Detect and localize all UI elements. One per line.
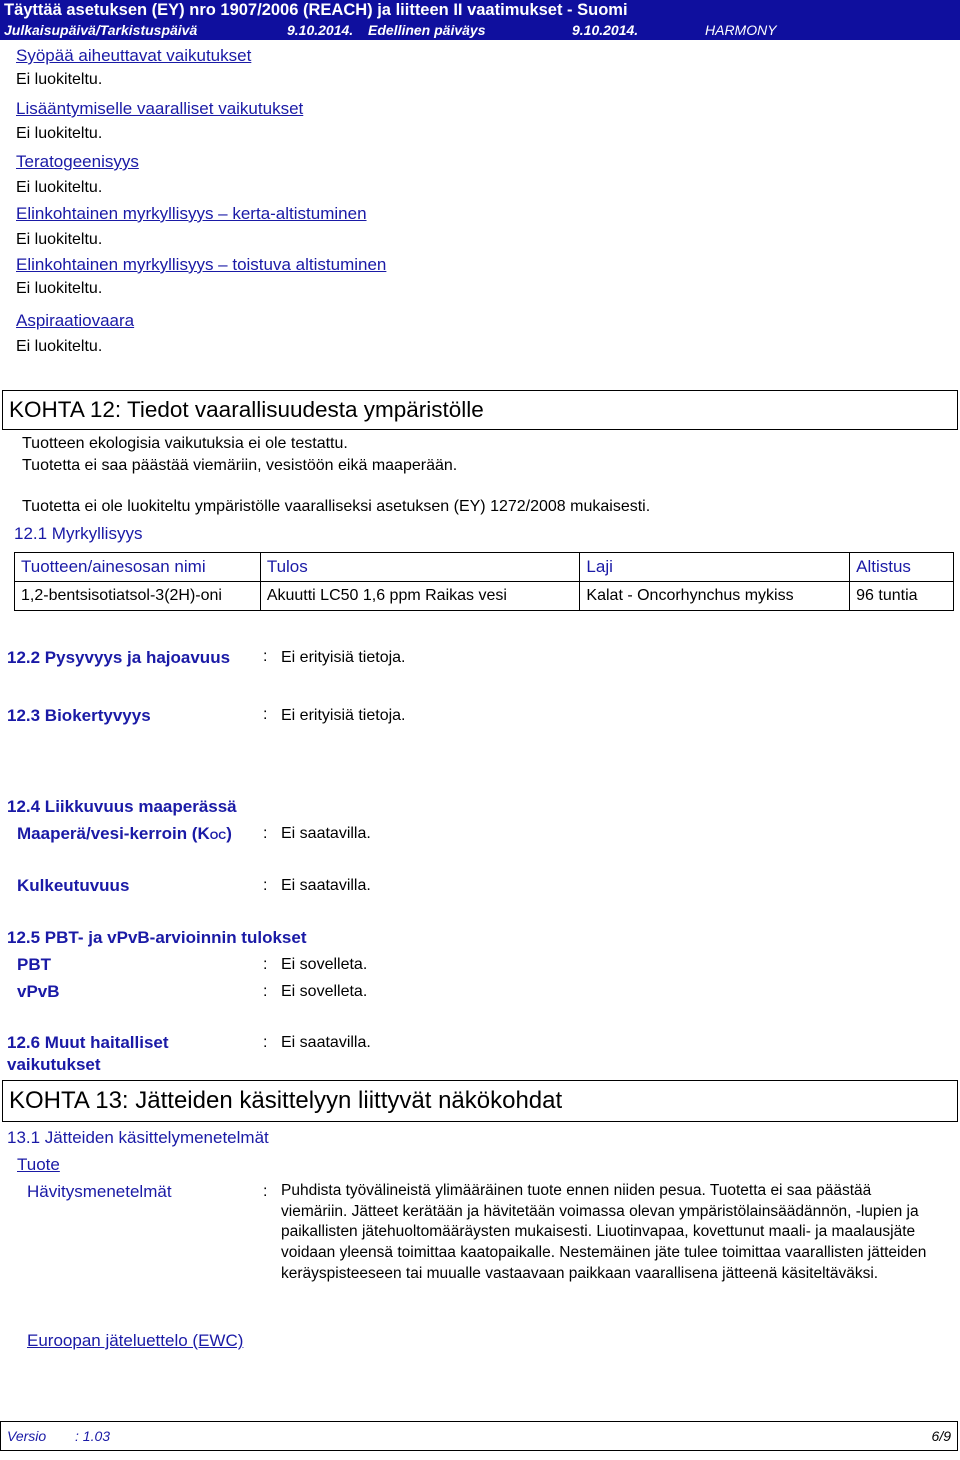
vpvb-label: vPvB (17, 982, 60, 1001)
header-exposure: Altistus (850, 553, 954, 582)
colon: : (263, 1034, 268, 1051)
eco-note-no-release: Tuotetta ei saa päästää viemäriin, vesistöön eikä maaperään. (22, 457, 458, 474)
previous-date-label: Edellinen päiväys (368, 22, 486, 38)
colon: : (263, 648, 268, 665)
tox-heading-reproductive: Lisääntymiselle vaaralliset vaikutukset (16, 99, 304, 118)
pbt-value: Ei sovelleta. (281, 956, 368, 973)
colon: : (263, 983, 268, 1000)
mobility-value: Ei saatavilla. (281, 877, 371, 894)
tox-value-carcinogenicity: Ei luokiteltu. (16, 71, 103, 88)
cell-result: Akuutti LC50 1,6 ppm Raikas vesi (260, 582, 580, 611)
other-effects-label-line1: 12.6 Muut haitalliset (7, 1033, 169, 1052)
tox-value-stot-repeated: Ei luokiteltu. (16, 280, 103, 297)
koc-label-close: ) (226, 824, 232, 843)
cell-species: Kalat - Oncorhynchus mykiss (580, 582, 850, 611)
product-name: HARMONY (705, 22, 777, 38)
koc-value: Ei saatavilla. (281, 825, 371, 842)
page-number: 6/9 (931, 1428, 951, 1444)
other-effects-value: Ei saatavilla. (281, 1034, 371, 1051)
tox-heading-stot-repeated: Elinkohtainen myrkyllisyys – toistuva altistuminen (16, 255, 387, 274)
regulation-title: Täyttää asetuksen (EY) nro 1907/2006 (REACH) ja liitteen II vaatimukset - Suomi (4, 1, 628, 19)
header-result: Tulos (260, 553, 580, 582)
pbt-label: PBT (17, 955, 51, 974)
toxicity-table-header (15, 553, 954, 582)
koc-label (17, 824, 232, 844)
page-footer (0, 1421, 958, 1451)
koc-subscript: OC (209, 830, 227, 842)
bioaccumulation-value: Ei erityisiä tietoja. (281, 707, 406, 724)
toxicity-heading: 12.1 Myrkyllisyys (14, 524, 143, 543)
colon: : (263, 825, 268, 842)
section-12-title-box (2, 390, 958, 430)
version-label: Versio (7, 1428, 47, 1444)
pbt-heading: 12.5 PBT- ja vPvB-arvioinnin tulokset (7, 928, 307, 947)
mobility-heading: 12.4 Liikkuvuus maaperässä (7, 797, 237, 816)
tox-heading-aspiration: Aspiraatiovaara (16, 311, 135, 330)
cell-product-name: 1,2-bentsisotiatsol-3(2H)-oni (15, 582, 261, 611)
section-12-title: KOHTA 12: Tiedot vaarallisuudesta ympäristölle (9, 397, 484, 422)
colon: : (263, 706, 268, 723)
colon: : (263, 956, 268, 973)
ewc-label: Euroopan jäteluettelo (EWC) (27, 1331, 244, 1350)
previous-date-value: 9.10.2014. (572, 22, 639, 38)
mobility-label: Kulkeutuvuus (17, 876, 130, 895)
issue-date-label: Julkaisupäivä/Tarkistuspäivä (4, 22, 198, 38)
cell-exposure: 96 tuntia (850, 582, 954, 611)
tox-value-reproductive: Ei luokiteltu. (16, 125, 103, 142)
tox-value-aspiration: Ei luokiteltu. (16, 338, 103, 355)
persistence-label: 12.2 Pysyvyys ja hajoavuus (7, 648, 231, 667)
colon: : (263, 1183, 268, 1200)
tox-heading-stot-single: Elinkohtainen myrkyllisyys – kerta-altistuminen (16, 204, 367, 223)
header-product-name: Tuotteen/ainesosan nimi (15, 553, 261, 582)
tox-value-stot-single: Ei luokiteltu. (16, 231, 103, 248)
disposal-methods-label: Hävitysmenetelmät (27, 1182, 172, 1201)
tox-heading-carcinogenicity: Syöpää aiheuttavat vaikutukset (16, 46, 252, 65)
tox-value-teratogenicity: Ei luokiteltu. (16, 179, 103, 196)
vpvb-value: Ei sovelleta. (281, 983, 368, 1000)
waste-methods-heading: 13.1 Jätteiden käsittelymenetelmät (7, 1128, 269, 1147)
tox-heading-teratogenicity: Teratogeenisyys (16, 152, 139, 171)
colon: : (263, 877, 268, 894)
issue-date-value: 9.10.2014. (287, 22, 354, 38)
document-header (0, 0, 960, 40)
eco-note-untested: Tuotteen ekologisia vaikutuksia ei ole testattu. (22, 435, 348, 452)
toxicity-table (14, 552, 954, 611)
eco-note-classification: Tuotetta ei ole luokiteltu ympäristölle vaaralliseksi asetuksen (EY) 1272/2008 mukaisesti. (22, 498, 651, 515)
bioaccumulation-label: 12.3 Biokertyvyys (7, 706, 151, 725)
product-label: Tuote (17, 1155, 60, 1174)
persistence-value: Ei erityisiä tietoja. (281, 649, 406, 666)
disposal-methods-text: Puhdista työvälineistä ylimääräinen tuote ennen niiden pesua. Tuotetta ei saa päästää viemäriin. Jätteet kerätään ja hävitetään voimassa olevan ympäristölainsäädännön, -lupien ja paikallisten jätehuoltomääräysten mukaisesti. Liuotinvapaa, kovettunut maali- ja maalausjäte voidaan yleensä toimittaa kaatopaikalle. Nestemäinen jäte tulee toimittaa vaarallisten jätteiden keräyspisteeseen tai muualle vastaavaan paikkaan vaarallisena jätteenä käsiteltäväksi. (281, 1182, 927, 1282)
header-species: Laji (580, 553, 850, 582)
section-13-title: KOHTA 13: Jätteiden käsittelyyn liittyvät näkökohdat (9, 1087, 563, 1114)
other-effects-label-line2: vaikutukset (7, 1055, 101, 1074)
table-row (15, 582, 954, 611)
section-13-title-box (2, 1080, 958, 1122)
version-value: : 1.03 (75, 1428, 111, 1444)
koc-label-text: Maaperä/vesi-kerroin (K (17, 824, 210, 843)
